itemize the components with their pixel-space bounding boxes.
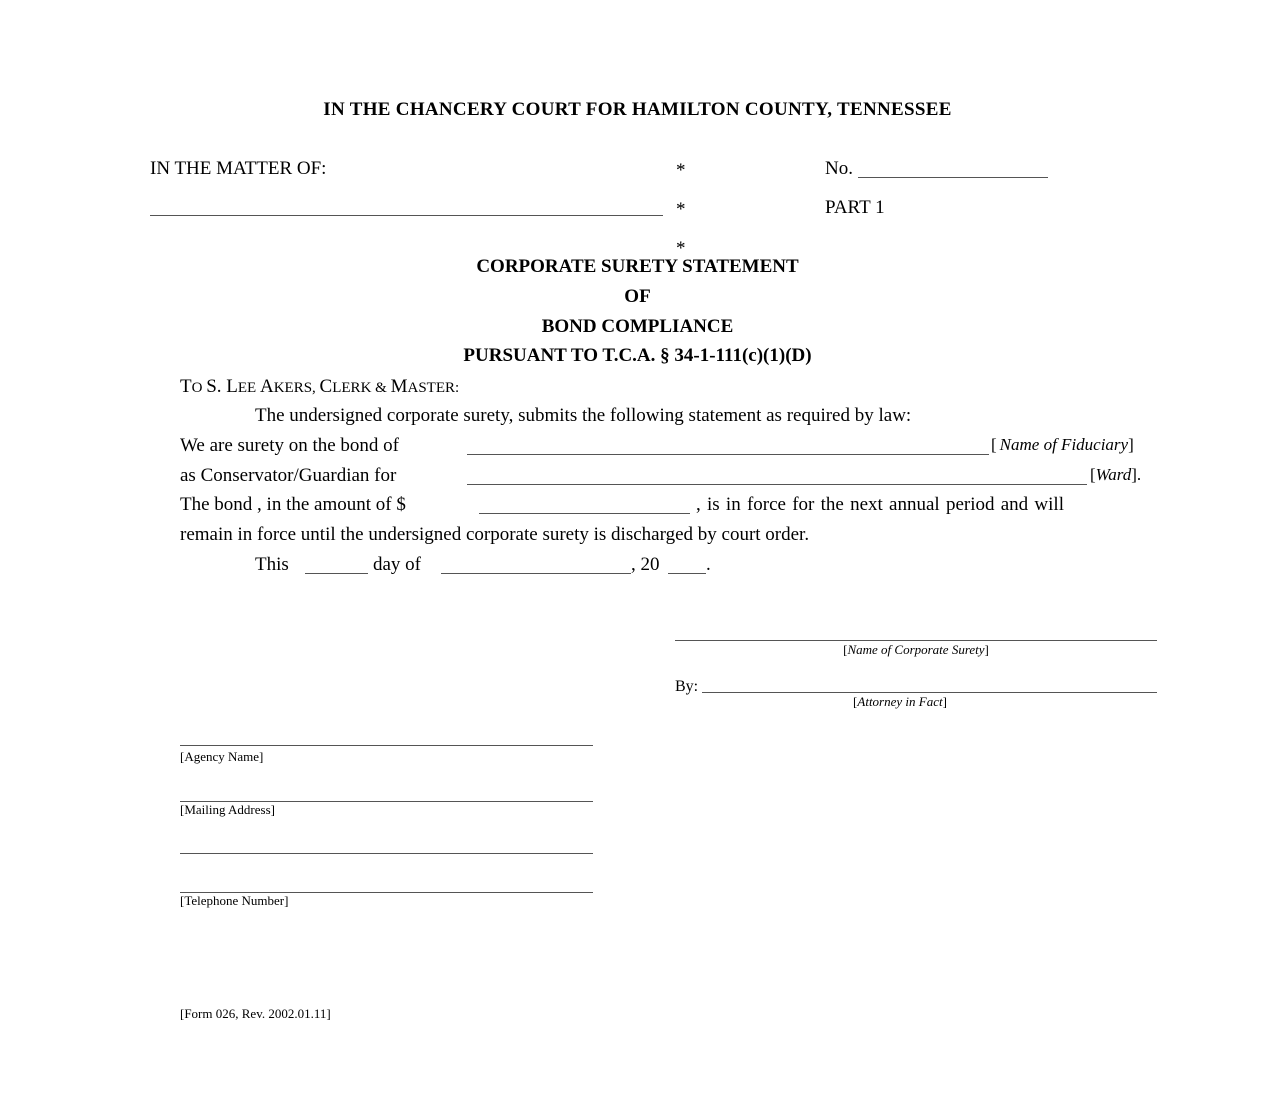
date-day-field[interactable] [305,573,368,574]
telephone-number-label: [Telephone Number] [180,893,289,908]
remain-line: remain in force until the undersigned corporate surety is discharged by court order. [180,524,810,545]
date-year-field[interactable] [668,573,706,574]
ward-name-field[interactable] [467,484,1087,485]
surety-name-label: [Name of Corporate Surety] [843,642,989,657]
matter-label: IN THE MATTER OF: [150,158,327,179]
date-this: This [255,554,289,575]
heading-line-4: PURSUANT TO T.C.A. § 34-1-111(c)(1)(D) [463,345,812,366]
mailing-address-field-2[interactable] [180,853,593,854]
heading-line-3: BOND COMPLIANCE [541,316,734,337]
heading-line-1: CORPORATE SURETY STATEMENT [476,256,799,277]
part-label: PART 1 [825,197,885,218]
agency-name-field[interactable] [180,745,593,746]
caption-star-2: * [676,199,686,220]
conservator-prefix: as Conservator/Guardian for [180,465,397,486]
ward-label: [Ward]. [1090,465,1142,484]
case-number-label: No. [825,158,853,179]
corporate-surety-name-field[interactable] [675,640,1157,641]
matter-name-field[interactable] [150,215,663,216]
amount-prefix: The bond , in the amount of $ [180,494,406,515]
bond-prefix: We are surety on the bond of [180,435,400,456]
date-year-prefix: , 20 [631,554,660,575]
caption-star-1: * [676,160,686,181]
by-label: By: [675,678,699,695]
attorney-in-fact-field[interactable] [702,692,1157,693]
bond-amount-field[interactable] [479,513,690,514]
date-period: . [706,554,711,575]
date-month-field[interactable] [441,573,631,574]
fiduciary-label: [ Name of Fiduciary] [991,435,1134,454]
caption-star-3: * [676,238,686,259]
case-number-field[interactable] [858,177,1048,178]
addressee-line: TO S. LEE AKERS, CLERK & MASTER: [180,376,460,397]
court-title: IN THE CHANCERY COURT FOR HAMILTON COUNTY, TENNESSEE [323,99,952,120]
mailing-address-label: [Mailing Address] [180,802,275,817]
date-day-of: day of [373,554,422,575]
form-number: [Form 026, Rev. 2002.01.11] [180,1006,331,1021]
agency-name-label: [Agency Name] [180,749,264,764]
intro-paragraph: The undersigned corporate surety, submits the following statement as required by law: [255,405,912,426]
amount-suffix: , is in force for the next annual period and will [696,494,1064,515]
fiduciary-name-field[interactable] [467,454,989,455]
attorney-label: [Attorney in Fact] [853,694,947,709]
heading-line-2: OF [624,286,651,307]
